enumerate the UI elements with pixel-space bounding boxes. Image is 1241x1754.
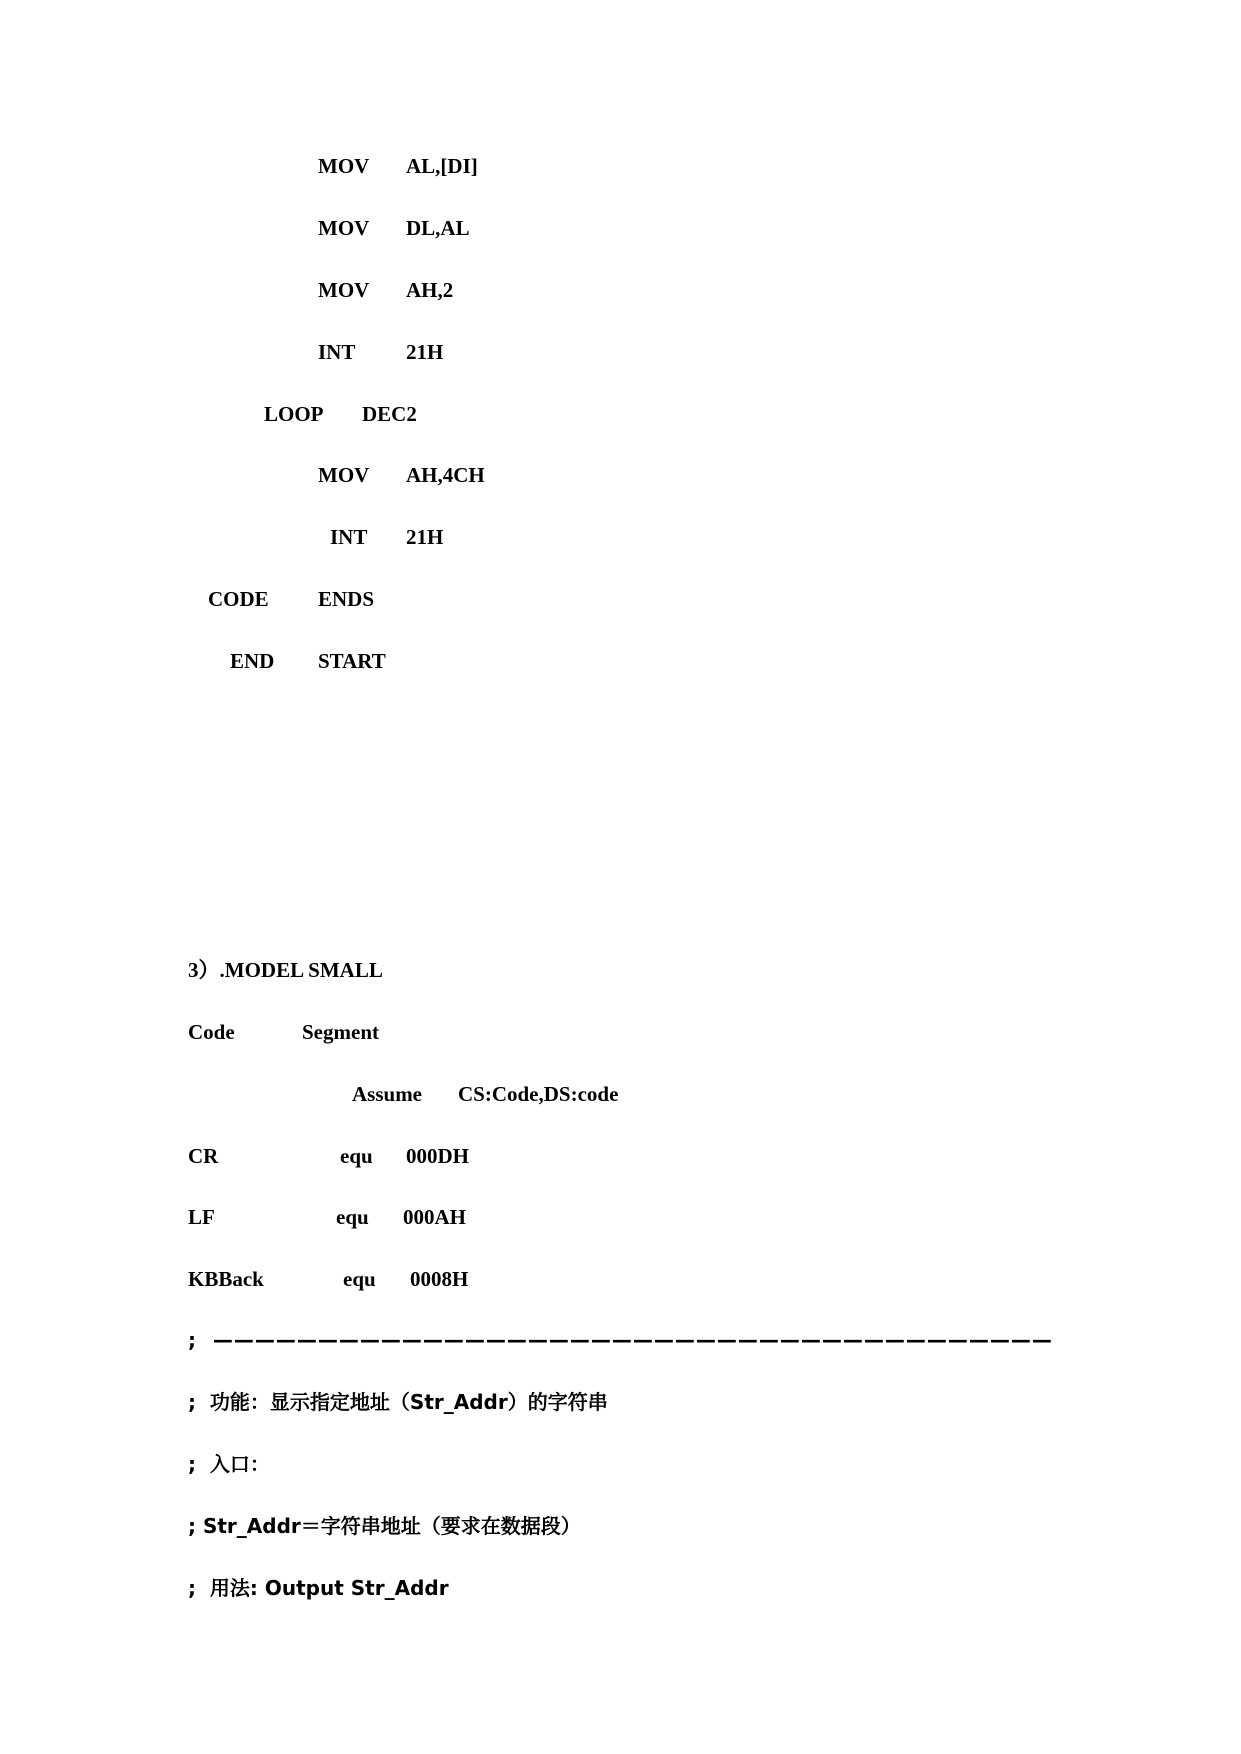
code-operand: AH,4CH — [406, 463, 485, 487]
code-mnemonic: ENDS — [318, 587, 375, 611]
code-operand: DL,AL — [406, 216, 470, 240]
code-label: LF — [188, 1205, 215, 1229]
code-mnemonic: MOV — [318, 216, 370, 240]
code-operand: AH,2 — [406, 278, 454, 302]
code-mnemonic: Segment — [302, 1020, 379, 1044]
code-mnemonic: MOV — [318, 463, 370, 487]
code-operand: AL,[DI] — [406, 154, 478, 178]
code-mnemonic: INT — [330, 525, 368, 549]
code-mnemonic: LOOP — [264, 402, 324, 426]
code-operand: 000DH — [406, 1144, 469, 1168]
code-label: KBBack — [188, 1267, 264, 1291]
code-operand: 21H — [406, 340, 444, 364]
comment-line: ; 用法: Output Str_Addr — [188, 1576, 449, 1600]
code-operand: 000AH — [403, 1205, 466, 1229]
code-mnemonic: equ — [336, 1205, 369, 1229]
code-mnemonic: START — [318, 649, 386, 673]
code-operand: 0008H — [410, 1267, 469, 1291]
model-directive: 3）.MODEL SMALL — [188, 958, 383, 982]
code-label: Code — [188, 1020, 235, 1044]
code-mnemonic: equ — [343, 1267, 376, 1291]
code-operand: DEC2 — [362, 402, 417, 426]
code-mnemonic: equ — [340, 1144, 373, 1168]
code-operand: CS:Code,DS:code — [458, 1082, 619, 1106]
code-label: CR — [188, 1144, 219, 1168]
comment-line: ; Str_Addr＝字符串地址（要求在数据段） — [188, 1514, 581, 1538]
code-mnemonic: MOV — [318, 278, 370, 302]
code-mnemonic: INT — [318, 340, 356, 364]
comment-separator: ; ———————————————————————————————————————— — [188, 1328, 1053, 1352]
code-label: END — [230, 649, 275, 673]
code-mnemonic: MOV — [318, 154, 370, 178]
comment-line: ; 功能：显示指定地址（Str_Addr）的字符串 — [188, 1390, 608, 1414]
code-operand: 21H — [406, 525, 444, 549]
comment-line: ; 入口： — [188, 1452, 270, 1476]
code-label: CODE — [208, 587, 269, 611]
code-mnemonic: Assume — [352, 1082, 423, 1106]
